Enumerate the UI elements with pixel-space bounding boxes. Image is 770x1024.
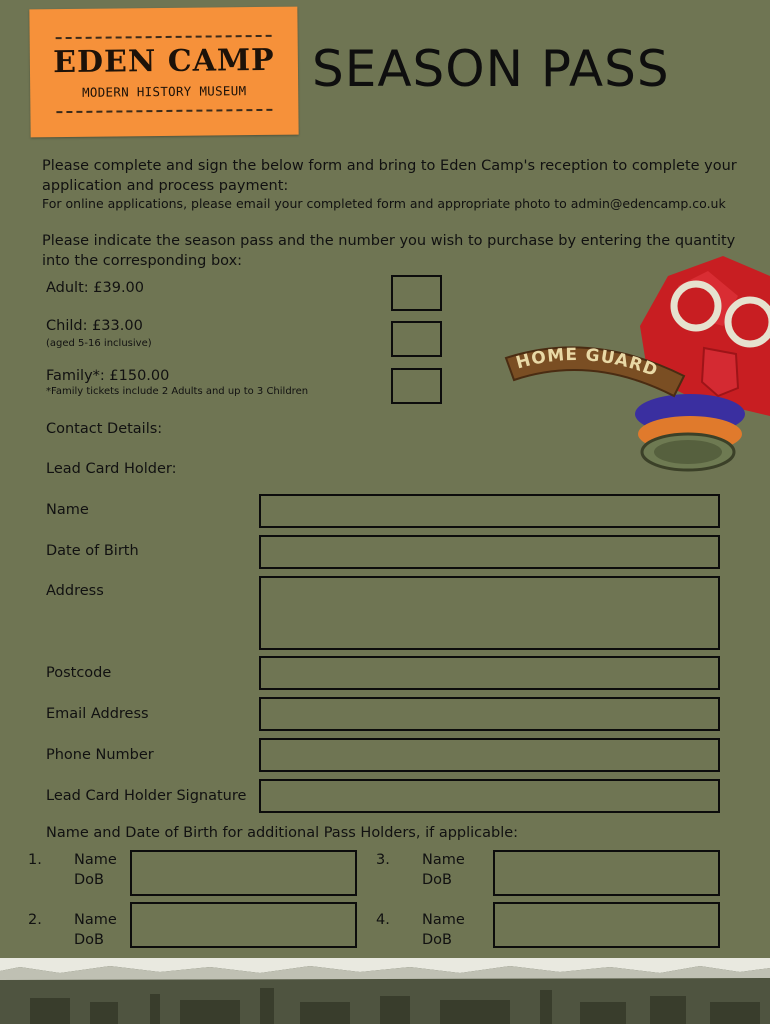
additional-holders-heading: Name and Date of Birth for additional Pass Holders, if applicable: (46, 825, 519, 841)
instructions-line-1: Please indicate the season pass and the number you wish to purchase by entering the quantity (42, 233, 736, 249)
name-label: Name (46, 502, 89, 518)
adult-quantity-box[interactable] (391, 275, 442, 311)
email-field[interactable] (259, 697, 720, 731)
barbed-wire-top (56, 35, 272, 39)
lead-card-holder-heading: Lead Card Holder: (46, 461, 177, 477)
family-quantity-box[interactable] (391, 368, 442, 404)
dob-label: Date of Birth (46, 543, 139, 559)
holder-4-field[interactable] (493, 902, 720, 948)
holder-4-name-label: Name (422, 912, 465, 928)
intro-line-1: Please complete and sign the below form and bring to Eden Camp's reception to complete your (42, 158, 737, 174)
holder-2-name-label: Name (74, 912, 117, 928)
holder-2-field[interactable] (130, 902, 357, 948)
signature-label: Lead Card Holder Signature (46, 788, 247, 804)
page-title: SEASON PASS (312, 40, 670, 98)
home-guard-badge-text: HOME GUARD (513, 344, 661, 382)
holder-2-dob-label: DoB (74, 932, 104, 948)
postcode-label: Postcode (46, 665, 112, 681)
holder-4-dob-label: DoB (422, 932, 452, 948)
email-label: Email Address (46, 706, 149, 722)
holder-2-number: 2. (28, 912, 42, 928)
signature-field[interactable] (259, 779, 720, 813)
postcode-field[interactable] (259, 656, 720, 690)
holder-1-field[interactable] (130, 850, 357, 896)
holder-1-name-label: Name (74, 852, 117, 868)
instructions-line-2: into the corresponding box: (42, 253, 243, 269)
child-quantity-box[interactable] (391, 321, 442, 357)
adult-pass-label: Adult: £39.00 (46, 280, 145, 296)
phone-field[interactable] (259, 738, 720, 772)
home-guard-badge (502, 336, 688, 398)
holder-3-field[interactable] (493, 850, 720, 896)
family-pass-label: Family*: £150.00 (46, 368, 170, 384)
holder-4-number: 4. (376, 912, 390, 928)
camp-silhouette-footer (0, 958, 770, 1024)
logo-subtitle: MODERN HISTORY MUSEUM (81, 83, 247, 100)
name-field[interactable] (259, 494, 720, 528)
logo-title: EDEN CAMP (52, 42, 275, 81)
contact-details-heading: Contact Details: (46, 421, 163, 437)
barbed-wire-bottom (56, 109, 272, 113)
online-instructions: For online applications, please email your completed form and appropriate photo to admin@edencamp.co.uk (42, 196, 726, 211)
address-label: Address (46, 583, 104, 599)
dob-field[interactable] (259, 535, 720, 569)
holder-1-dob-label: DoB (74, 872, 104, 888)
holder-3-dob-label: DoB (422, 872, 452, 888)
intro-line-2: application and process payment: (42, 178, 289, 194)
phone-label: Phone Number (46, 747, 154, 763)
eden-camp-logo (29, 7, 298, 138)
child-age-note: (aged 5-16 inclusive) (46, 338, 152, 349)
holder-1-number: 1. (28, 852, 42, 868)
holder-3-number: 3. (376, 852, 390, 868)
address-field[interactable] (259, 576, 720, 650)
family-note: *Family tickets include 2 Adults and up to 3 Children (46, 386, 309, 397)
child-pass-label: Child: £33.00 (46, 318, 143, 334)
holder-3-name-label: Name (422, 852, 465, 868)
